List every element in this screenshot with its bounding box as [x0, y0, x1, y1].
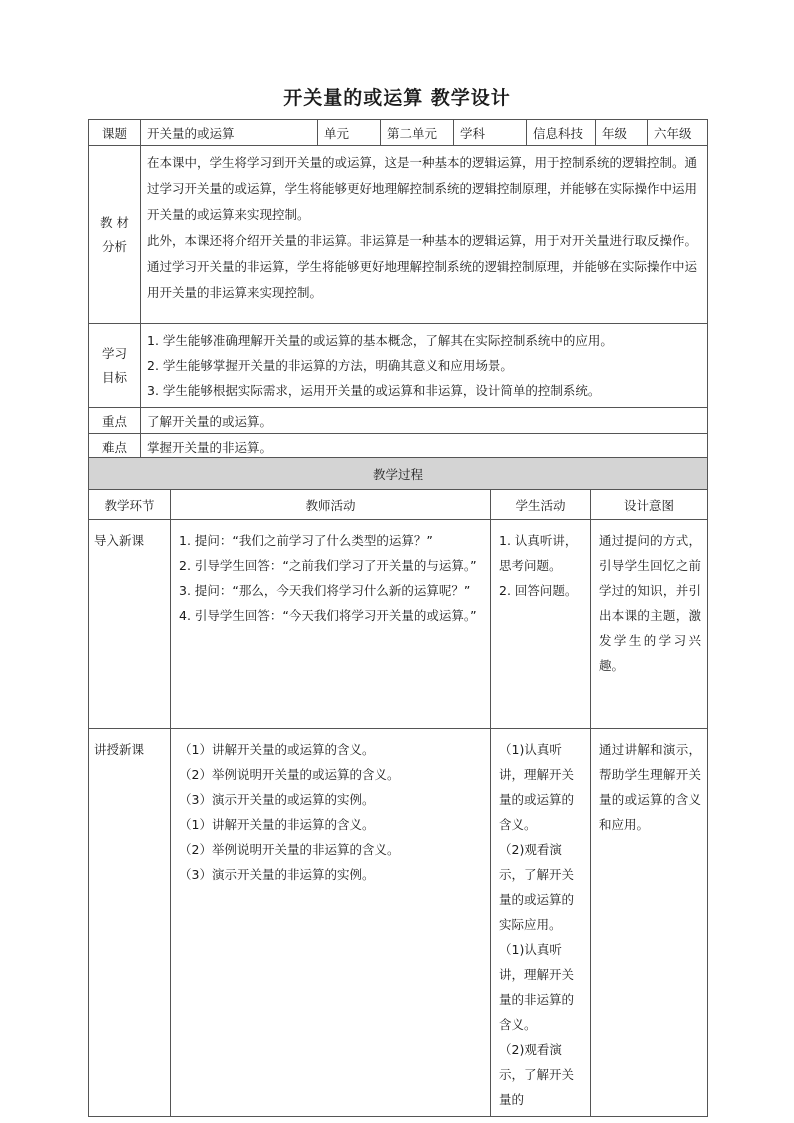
unit-label: 单元 — [318, 120, 381, 146]
analysis-paragraph-1: 在本课中，学生将学习到开关量的或运算，这是一种基本的逻辑运算，用于控制系统的逻辑控制。通过学习开关量的或运算，学生将能够更好地理解控制系统的逻辑控制原理，并能够在实际操作中运用开关量的或运算来实现控制。 — [147, 155, 698, 222]
subject-value: 信息科技 — [527, 120, 596, 146]
process-header: 教学过程 — [89, 458, 708, 490]
stage-cell: 讲授新课 — [89, 729, 171, 1117]
analysis-content — [141, 146, 708, 324]
teacher-activity-cell: 1. 提问：“我们之前学习了什么类型的运算？” 2. 引导学生回答：“之前我们学习了开关量的与运算。” 3. 提问：“那么，今天我们将学习什么新的运算呢？” 4. 引导学生回答：“今天我们将学习开关量的或运算。” — [171, 520, 491, 729]
table-row — [89, 729, 708, 1117]
subject-label: 学科 — [454, 120, 527, 146]
goals-label: 学习 目标 — [89, 324, 141, 408]
grade-value: 六年级 — [648, 120, 708, 146]
document-title: 开关量的或运算 教学设计 — [283, 87, 511, 109]
difficulty-label: 难点 — [89, 434, 141, 460]
student-activity-cell: 1. 认真听讲，思考问题。 2. 回答问题。 — [491, 520, 591, 729]
goal-item: 1. 学生能够准确理解开关量的或运算的基本概念，了解其在实际控制系统中的应用。 — [147, 333, 613, 348]
analysis-paragraph-2: 此外，本课还将介绍开关量的非运算。非运算是一种基本的逻辑运算，用于对开关量进行取反操作。通过学习开关量的非运算，学生将能够更好地理解控制系统的逻辑控制原理，并能够在实际操作中运用开关量的非运算来实现控制。 — [147, 233, 698, 300]
info-table — [88, 119, 708, 460]
design-intent-cell: 通过讲解和演示，帮助学生理解开关量的或运算的含义和应用。 — [591, 729, 708, 1117]
student-activity-cell: （1)认真听讲，理解开关量的或运算的含义。 （2)观看演示，了解开关量的或运算的实际应用。 （1)认真听讲，理解开关量的非运算的含义。 （2)观看演示，了解开关量的 — [491, 729, 591, 1117]
column-header-teacher: 教师活动 — [171, 490, 491, 520]
process-table — [88, 457, 708, 1117]
difficulty-value: 掌握开关量的非运算。 — [141, 434, 708, 460]
grade-label: 年级 — [596, 120, 648, 146]
stage-cell: 导入新课 — [89, 520, 171, 729]
key-point-value: 了解开关量的或运算。 — [141, 408, 708, 434]
column-header-intent: 设计意图 — [591, 490, 708, 520]
column-header-stage: 教学环节 — [89, 490, 171, 520]
goal-item: 3. 学生能够根据实际需求，运用开关量的或运算和非运算，设计简单的控制系统。 — [147, 383, 601, 398]
topic-label: 课题 — [89, 120, 141, 146]
key-point-label: 重点 — [89, 408, 141, 434]
goal-item: 2. 学生能够掌握开关量的非运算的方法，明确其意义和应用场景。 — [147, 358, 513, 373]
analysis-label: 教 材 分析 — [89, 146, 141, 324]
goals-content — [141, 324, 708, 408]
design-intent-cell: 通过提问的方式，引导学生回忆之前学过的知识，并引出本课的主题，激发学生的学习兴趣。 — [591, 520, 708, 729]
teacher-activity-cell: （1）讲解开关量的或运算的含义。 （2）举例说明开关量的或运算的含义。 （3）演示开关量的或运算的实例。 （1）讲解开关量的非运算的含义。 （2）举例说明开关量的非运算的含义。 （3）演示开关量的非运算的实例。 — [171, 729, 491, 1117]
table-row — [89, 520, 708, 729]
unit-value: 第二单元 — [381, 120, 454, 146]
column-header-student: 学生活动 — [491, 490, 591, 520]
topic-value: 开关量的或运算 — [141, 120, 318, 146]
